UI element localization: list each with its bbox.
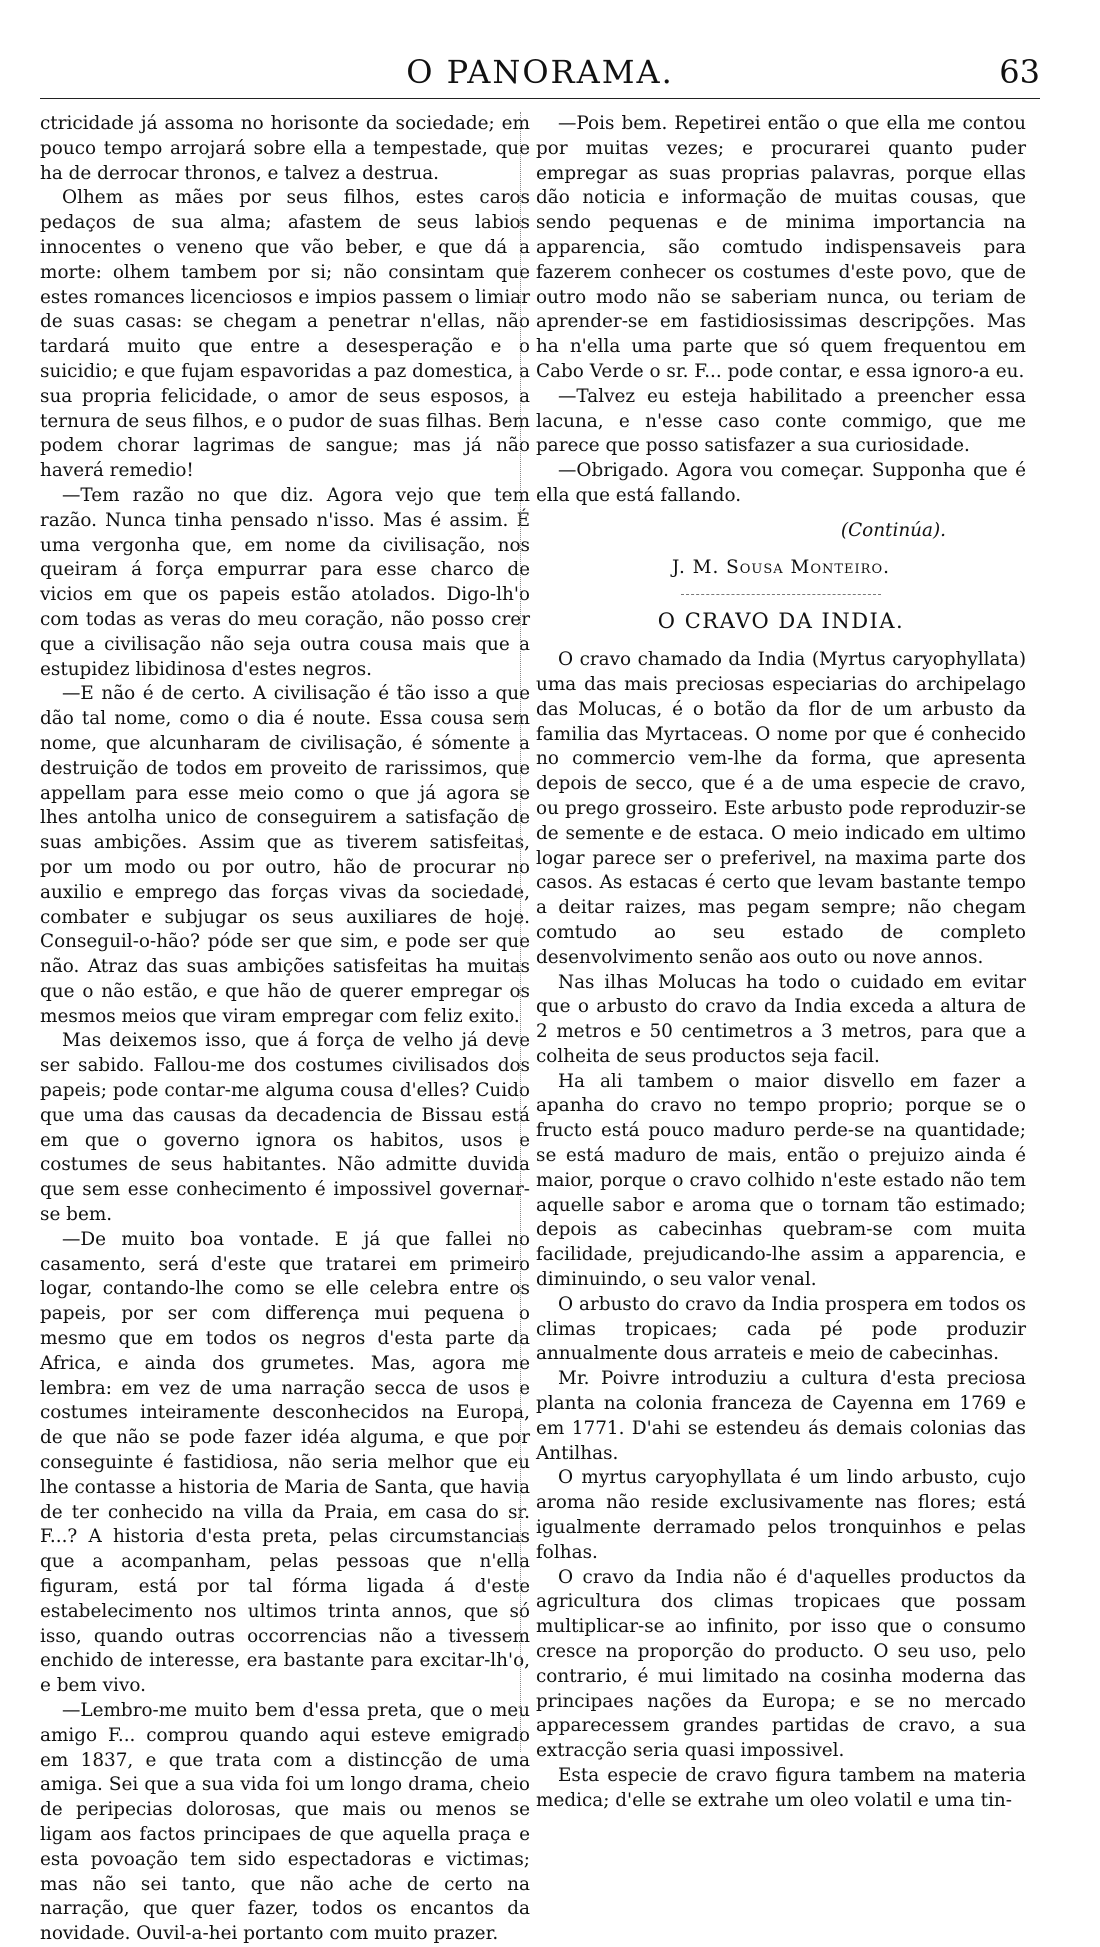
paragraph: —Obrigado. Agora vou começar. Supponha que é ella que está fallando.	[536, 460, 1026, 506]
paragraph: Ha ali tambem o maior disvello em fazer a apanha do cravo no tempo proprio; porque se o fructo está pouco maduro perde-se na quantidade; se está maduro de mais, então o prejuizo ainda é maior, porque o cravo colhido n'este estado não tem aquelle sabor e aroma que o tornam tão estimado; depois as cabecinhas quebram-se com muita facilidade, prejudicando-lhe assim a apparencia, e diminuindo, o seu valor venal.	[536, 1070, 1026, 1291]
paragraph: —Tem razão no que diz. Agora vejo que tem razão. Nunca tinha pensado n'isso. Mas é assim. É uma vergonha que, em nome da civilisação, nos queiram á força empurrar para esse charco de vicios em que os papeis estão atolados. Digo-lh'o com todas as veras do meu coração, não posso crer que a civilisação não seja outra cousa mais que a estupidez libidinosa d'estes negros.	[40, 484, 530, 680]
paragraph: Esta especie de cravo figura tambem na materia medica; d'elle se extrahe um oleo volatil e uma tin-	[536, 1765, 1026, 1811]
paragraph: —Lembro-me muito bem d'essa preta, que o meu amigo F... comprou quando aqui esteve emigrado em 1837, e que trata com a distincção de uma amiga. Sei que a sua vida foi um longo drama, cheio de peripecias dolorosas, que mais ou menos se ligam aos factos principaes de que aquella praça e esta povoação tem sido espectadoras e victimas; mas não sei tanto, que não ache de certo na narração, que quer fazer, todos os encantos da novidade. Ouvil-a-hei portanto com muito prazer.	[40, 1700, 530, 1945]
page-number: 63	[999, 53, 1040, 91]
left-column	[40, 112, 530, 1947]
column-divider	[520, 112, 521, 1752]
paragraph: Olhem as mães por seus filhos, estes caros pedaços de sua alma; afastem de seus labios innocentes o veneno que vão beber, e que dá a morte: olhem tambem por si; não consintam que estes romances licenciosos e impios passem o limiar de suas casas: se chegam a penetrar n'ellas, não tardará muito que entre a desesperação e o suicidio; e que fujam espavoridas a paz domestica, a sua propria felicidade, o amor de seus esposos, a ternura de seus filhos, e o pudor de suas filhas. Bem podem chorar lagrimas de sangue; mas já não haverá remedio!	[40, 187, 530, 482]
paragraph: O arbusto do cravo da India prospera em todos os climas tropicaes; cada pé pode produzir annualmente dous arrateis e meio de cabecinhas.	[536, 1293, 1026, 1365]
paragraph: O cravo da India não é d'aquelles productos da agricultura dos climas tropicaes que possam multiplicar-se ao infinito, por isso que o consumo cresce na proporção do producto. O seu uso, pelo contrario, é mui limitado na cosinha moderna das principaes nações da Europa; e se no mercado apparecessem grandes partidas de cravo, a sua extracção seria quasi impossivel.	[536, 1566, 1026, 1762]
right-column	[536, 112, 1026, 1814]
paragraph: —Pois bem. Repetirei então o que ella me contou por muitas vezes; e procurarei quanto puder empregar as suas proprias palavras, porque ellas dão noticia e informação de muitas cousas, que sendo pequenas e de minima importancia na apparencia, são comtudo indispensaveis para fazerem conhecer os costumes d'este povo, que de outro modo não se saberiam nunca, ou teriam de aprender-se em fastidiosissimas descripções. Mas ha n'ella uma parte que só quem frequentou em Cabo Verde o sr. F... pode contar, e essa ignoro-a eu.	[536, 113, 1026, 382]
paragraph: —E não é de certo. A civilisação é tão isso a que dão tal nome, como o dia é noute. Essa cousa sem nome, que alcunharam de civilisação, é sómente a destruição de todos em proveito de rarissimos, que appellam para esse meio como o que já agora se lhes antolha unico de conseguirem a satisfação de suas ambições. Assim que as tiverem satisfeitas, por um modo ou por outro, hão de procurar no auxilio e emprego das forças vivas da sociedade, combater e subjugar os seus auxiliares de hoje. Conseguil-o-hão? póde ser que sim, e pode ser que não. Atraz das suas ambições satisfeitas ha muitas que o não estão, e que hão de querer empregar os mesmos meios que viram empregar com feliz exito.	[40, 683, 530, 1027]
paragraph: O myrtus caryophyllata é um lindo arbusto, cujo aroma não reside exclusivamente nas flores; está igualmente derramado pelos tronquinhos e pelas folhas.	[536, 1467, 1026, 1563]
page-header	[40, 50, 1040, 94]
paragraph: —De muito boa vontade. E já que fallei no casamento, será d'este que tratarei em primeiro logar, contando-lhe como se elle celebra entre os papeis, por ser com differença mui pequena o mesmo que em todos os negros d'esta parte da Africa, e ainda dos grumetes. Mas, agora me lembra: em vez de uma narração secca de usos e costumes inteiramente desconhecidos na Europa, de que não se pode fazer idéa alguma, e que por conseguinte é fastidiosa, não seria melhor que eu lhe contasse a historia de Maria de Santa, que havia de ter conhecido na villa da Praia, em casa do sr. F...? A historia d'esta preta, pelas circumstancias que a acompanham, pelas pessoas que n'ella figuram, está por tal fórma ligada á d'este estabelecimento nos ultimos trinta annos, que só isso, quando outras occorrencias não a tivessem enchido de interesse, era bastante para excitar-lh'o, e bem vivo.	[40, 1228, 530, 1697]
article-title: O CRAVO DA INDIA.	[657, 609, 905, 634]
section-separator	[681, 594, 881, 595]
paragraph: Mr. Poivre introduziu a cultura d'esta preciosa planta na colonia franceza de Cayenna em 1769 e em 1771. D'ahi se estendeu ás demais colonias das Antilhas.	[536, 1368, 1026, 1464]
paragraph: ctricidade já assoma no horisonte da sociedade; em pouco tempo arrojará sobre ella a tempestade, que ha de derrocar thronos, e talvez a destrua.	[40, 113, 530, 184]
paragraph: Nas ilhas Molucas ha todo o cuidado em evitar que o arbusto do cravo da India exceda a altura de 2 metros e 50 centimetros a 3 metros, para que a colheita de seus productos seja facil.	[536, 971, 1026, 1067]
paragraph: O cravo chamado da India (Myrtus caryophyllata) uma das mais preciosas especiarias do archipelago das Molucas, é o botão da flor de um arbusto da familia das Myrtaceas. O nome por que é conhecido no commercio vem-lhe da forma, que apresenta depois de secco, que é a de uma especie de cravo, ou prego grosseiro. Este arbusto pode reproduzir-se de semente e de estaca. O meio indicado em ultimo logar parece ser o preferivel, na maxima parte dos casos. As estacas é certo que levam bastante tempo a deitar raizes, mas pegam sempre; não chegam comtudo ao seu estado de completo desenvolvimento senão aos outo ou nove annos.	[536, 649, 1026, 968]
running-head: O PANORAMA.	[406, 53, 674, 91]
paragraph: —Talvez eu esteja habilitado a preencher essa lacuna, e n'esse caso conte commigo, que me parece que posso satisfazer a sua curiosidade.	[536, 385, 1026, 457]
paragraph: Mas deixemos isso, que á força de velho já deve ser sabido. Fallou-me dos costumes civilisados dos papeis; pode contar-me alguma cousa d'elles? Cuido que uma das causas da decadencia de Bissau está em que o governo ignora os habitos, usos e costumes de seus habitantes. Não admitte duvida que sem esse conhecimento é impossivel governar-se bem.	[40, 1030, 530, 1226]
header-rule	[40, 98, 1040, 99]
author-signature: J. M. Sousa Monteiro.	[672, 556, 890, 578]
continuation-note: (Continúa).	[840, 519, 946, 541]
